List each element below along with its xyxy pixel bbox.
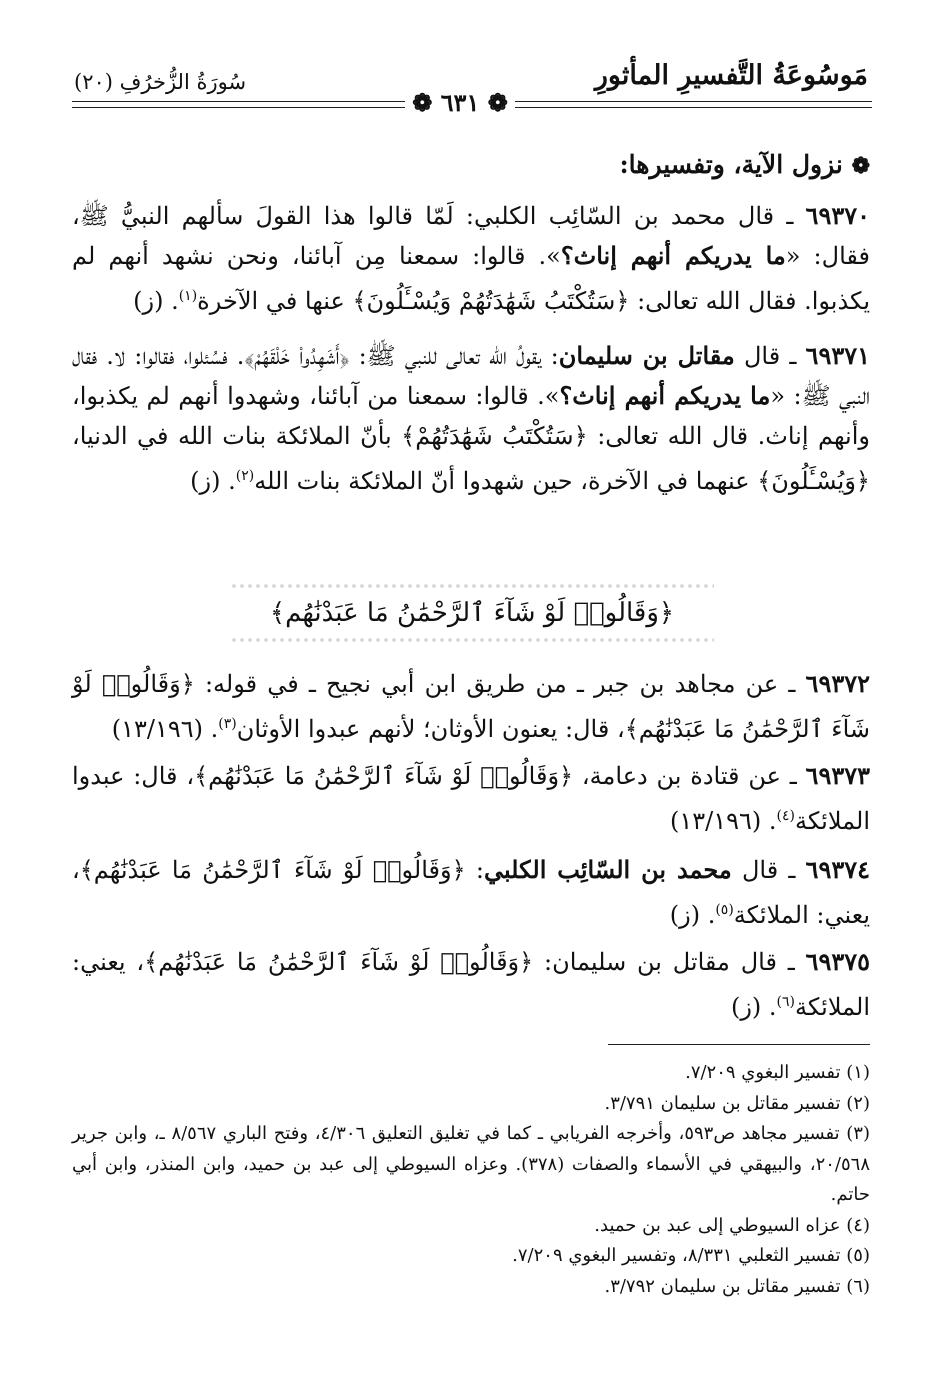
entry-text: ـ قال محمد بن السّائِب الكلبي: لَمّا قالوا هذا القولَ سألهم النبيُّ ﷺ، فقال: « bbox=[72, 202, 870, 270]
narration-entry bbox=[72, 756, 870, 841]
footnote: (٢) تفسير مقاتل بن سليمان ٣/٧٩١. bbox=[604, 1092, 870, 1114]
ornament-icon: ❁ bbox=[487, 88, 508, 117]
decorative-band bbox=[230, 582, 714, 592]
page-number: ٦٣١ bbox=[440, 88, 480, 117]
entry-bold-text: ما يدريكم أنهم إناث؟ bbox=[559, 381, 771, 410]
ornament-icon: ❁ bbox=[412, 88, 433, 117]
footnote-ref: (٤) bbox=[776, 808, 796, 824]
entry-text: ـ عن مجاهد بن جبر ـ من طريق ابن أبي نجيح ـ في قوله: ﴿وَقَالُوا۟ لَوْ شَآءَ ٱلرَّحْمَٰنُ مَا عَبَدْنَٰهُم﴾، قال: يعنون الأوثان؛ لأنهم عبدوا الأوثان bbox=[72, 670, 870, 743]
entry-number: ٦٩٣٧٤ bbox=[805, 855, 870, 884]
narration-entry bbox=[72, 942, 870, 1027]
decorative-band bbox=[230, 636, 714, 646]
entry-text: ». قالوا: سمعنا من آبائنا، وشهدوا أنهم لم يكذبوا، وأنهم إناث. قال الله تعالى: ﴿سَتُكْتَبُ شَهَٰدَتُهُمْ﴾ بأنّ الملائكة بنات الله في الدنيا، ﴿وَيُسْـَٔلُونَ﴾ عنهما في الآخرة، حين شهدوا أنّ الملائكة بنات الله bbox=[72, 382, 870, 495]
narration-entry bbox=[72, 336, 870, 501]
entry-text: ». قالوا: سمعنا مِن آبائنا، ونحن نشهد أنهم لم يكذبوا. فقال الله تعالى: ﴿سَتُكْتَبُ شَهَٰدَتُهُمْ وَيُسْـَٔلُونَ﴾ عنها في الآخرة bbox=[72, 242, 870, 315]
footnote-ref: (٣) bbox=[218, 716, 237, 732]
narration-entry bbox=[72, 850, 870, 935]
entry-text: : ﴿وَقَالُوا۟ لَوْ شَآءَ ٱلرَّحْمَٰنُ مَا عَبَدْنَٰهُم﴾، يعني: الملائكة bbox=[72, 856, 870, 929]
entry-text: ـ قال bbox=[731, 856, 806, 884]
ayah-title: ﴿وَقَالُوا۟ لَوْ شَآءَ ٱلرَّحْمَٰنُ مَا عَبَدْنَٰهُم﴾ bbox=[269, 598, 675, 628]
surah-label: سُورَةُ الزُّخرُفِ (٢٠) bbox=[74, 70, 247, 94]
entry-number: ٦٩٣٧١ bbox=[805, 341, 870, 370]
footnote-rule bbox=[608, 1044, 870, 1045]
entry-source: . (١٣/١٩٦) bbox=[111, 715, 219, 743]
entry-source: . (ز) bbox=[730, 993, 777, 1021]
entry-source: . (ز) bbox=[190, 467, 236, 495]
footnotes bbox=[72, 1058, 870, 1302]
entry-number: ٦٩٣٧٢ bbox=[805, 669, 870, 698]
footnote-ref: (٢) bbox=[235, 468, 255, 484]
footnote: (٤) عزاه السيوطي إلى عبد بن حميد. bbox=[594, 1214, 870, 1236]
entry-text: : يقولُ الله تعالى للنبي ﷺ: ﴿أَشَهِدُوا۟ خَلْقَهُمْ﴾. فسُئلوا، فقالوا: لا. فقال النبي ﷺ: « bbox=[72, 342, 870, 410]
flower-icon: ❁ bbox=[851, 153, 870, 179]
entry-source: . (١٣/١٩٦) bbox=[670, 807, 777, 835]
narration-entry bbox=[72, 196, 870, 321]
footnote-ref: (٥) bbox=[715, 902, 734, 918]
book-title: مَوسُوعَةُ التَّفسيرِ المأثورِ bbox=[594, 60, 868, 91]
footnote-ref: (٦) bbox=[776, 994, 796, 1010]
narration-entry bbox=[72, 664, 870, 749]
entry-text: ـ قال bbox=[734, 342, 806, 370]
section-heading bbox=[619, 150, 870, 179]
entry-number: ٦٩٣٧٥ bbox=[805, 947, 870, 976]
entry-bold-name: محمد بن السّائِب الكلبي bbox=[483, 855, 732, 884]
footnote: (١) تفسير البغوي ٧/٢٠٩. bbox=[685, 1062, 870, 1083]
entry-number: ٦٩٣٧٣ bbox=[805, 761, 870, 790]
footnote: (٦) تفسير مقاتل بن سليمان ٣/٧٩٢. bbox=[604, 1275, 870, 1297]
entry-number: ٦٩٣٧٠ bbox=[805, 201, 870, 230]
entry-source: . (ز) bbox=[133, 287, 179, 315]
footnote: (٥) تفسير الثعلبي ٨/٣٣١، وتفسير البغوي ٧/٢٠٩. bbox=[512, 1245, 870, 1266]
entry-text: ـ عن قتادة بن دعامة، ﴿وَقَالُوا۟ لَوْ شَآءَ ٱلرَّحْمَٰنُ مَا عَبَدْنَٰهُم﴾، قال: عبدوا الملائكة bbox=[72, 762, 870, 835]
footnote-ref: (١) bbox=[178, 288, 198, 304]
entry-bold-name: مقاتل بن سليمان bbox=[558, 341, 735, 370]
section-heading-text: نزول الآية، وتفسيرها: bbox=[619, 150, 843, 179]
footnote: (٣) تفسير مجاهد ص٥٩٣، وأخرجه الفريابي ـ كما في تغليق التعليق ٤/٣٠٦، وفتح الباري ٨/٥٦٧ ـ، وابن جرير ٢٠/٥٦٨، والبيهقي في الأسماء والصفات (٣٧٨). وعزاه السيوطي إلى عبد بن حميد، وابن المنذر، وابن أبي حاتم. bbox=[72, 1123, 870, 1205]
entry-source: . (ز) bbox=[669, 901, 716, 929]
entry-text: ـ قال مقاتل بن سليمان: ﴿وَقَالُوا۟ لَوْ شَآءَ ٱلرَّحْمَٰنُ مَا عَبَدْنَٰهُم﴾، يعني: الملائكة bbox=[72, 948, 870, 1021]
entry-bold-text: ما يدريكم أنهم إناث؟ bbox=[560, 241, 786, 270]
page-number-box bbox=[405, 88, 515, 117]
